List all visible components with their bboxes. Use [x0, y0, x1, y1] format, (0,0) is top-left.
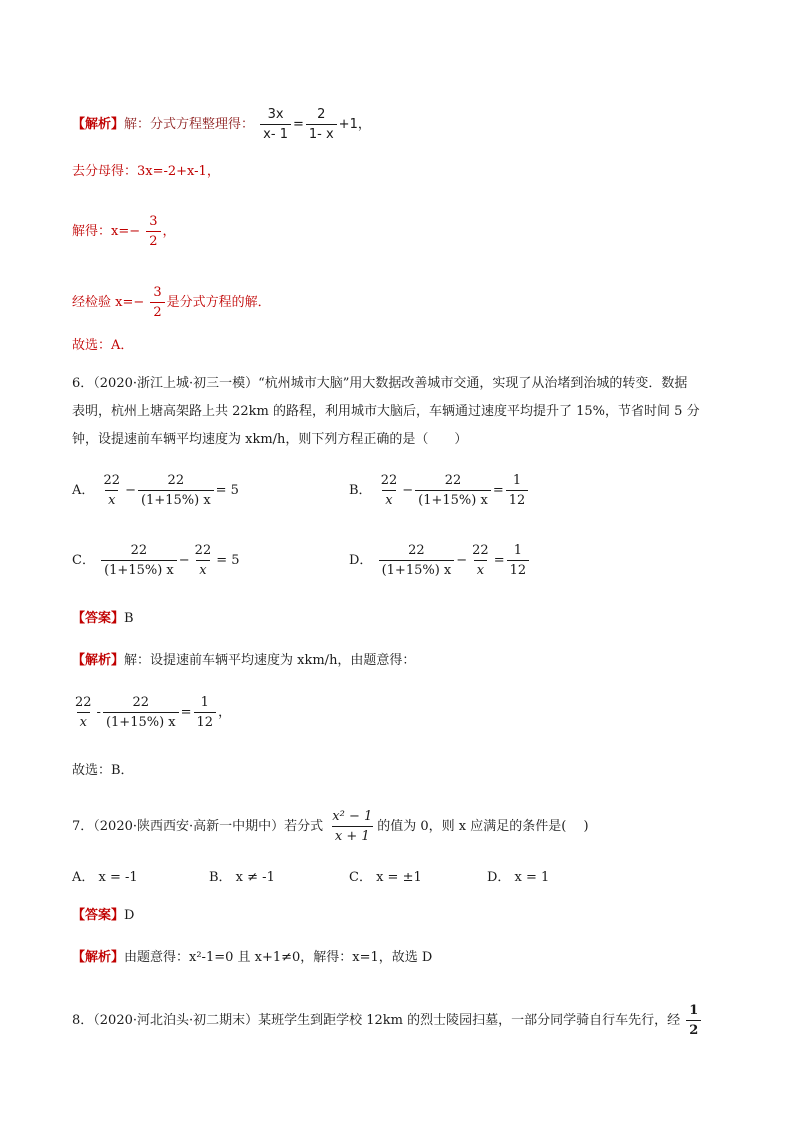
- q6-analysis: 【解析】解：设提速前车辆平均速度为 xkm/h，由题意得：: [72, 653, 416, 668]
- q6-choice: 故选：B．: [72, 763, 134, 778]
- q7-option-d: D． x = 1: [487, 870, 550, 885]
- analysis-tag: 【解析】: [72, 117, 125, 132]
- q6-option-a: A． $\frac{22}{x}$ − $\frac{22}{(1+15\%) x}$ = 5: [72, 473, 239, 508]
- q7-answer: 【答案】D: [72, 908, 135, 923]
- q7-stem: 7．（2020·陕西西安·高新一中期中）若分式 $\frac{\text{x² − 1}}{x + 1}$ 的值为 0，则 x 应满足的条件是( ): [72, 809, 589, 844]
- solution-text: 解：分式方程整理得：: [124, 117, 255, 132]
- q5-solution-step4: 经检验 x=− $\frac{3}{2}$ 是分式方程的解．: [72, 285, 271, 320]
- q5-solution-step3: 解得：x=− $\frac{3}{2}$ ，: [72, 214, 176, 249]
- q5-solution-step2: 去分母得：3x=-2+x-1，: [72, 164, 220, 179]
- q6-option-c: C． $\frac{22}{(1+15\%) x}$ − $\frac{22}{x}$ = 5: [72, 543, 240, 578]
- q6-equation: $\frac{22}{x}$ - $\frac{22}{(1+15\%) x}$ = $\frac{1}{12}$ ，: [75, 695, 232, 730]
- fraction-3x-over-x-1: $\frac{3x}{x- 1}$: [260, 106, 291, 143]
- q6-stem-line1: 6．（2020·浙江上城·初三一模）“杭州城市大脑”用大数据改善城市交通，实现了从治堵到治城的转变．数据: [72, 376, 688, 391]
- q7-option-a: A． x = -1: [72, 870, 138, 885]
- q6-option-d: D． $\frac{22}{(1+15\%) x}$ − $\frac{22}{x}$ = $\frac{1}{12}$: [349, 542, 531, 579]
- q8-stem: 8．（2020·河北泊头·初二期末）某班学生到距学校 12km 的烈士陵园扫墓，一部分同学骑自行车先行，经 $\frac{1}{2}$: [72, 1002, 703, 1039]
- fraction-1-over-2: $\frac{1}{2}$: [686, 1002, 701, 1039]
- q6-option-b: B． $\frac{22}{x}$ − $\frac{22}{(1+15\%) x}$ = $\frac{1}{12}$: [349, 472, 530, 509]
- q6-answer: 【答案】B: [72, 611, 134, 626]
- q6-stem-line3: 钟，设提速前车辆平均速度为 xkm/h，则下列方程正确的是（ ）: [72, 432, 468, 447]
- q5-choice: 故选：A．: [72, 338, 134, 353]
- fraction-3-over-2: $\frac{3}{2}$: [150, 284, 164, 321]
- fraction-3-over-2: $\frac{3}{2}$: [146, 213, 160, 250]
- q6-stem-line2: 表明，杭州上塘高架路上共 22km 的路程，利用城市大脑后，车辆通过速度平均提升了 15%，节省时间 5 分: [72, 404, 700, 419]
- fraction-2-over-1-x: $\frac{2}{1- x}$: [306, 106, 337, 143]
- q7-option-b: B． x ≠ -1: [209, 870, 275, 885]
- q5-solution-line1: 【解析】解：分式方程整理得： $\frac{3x}{x- 1}$ = $\frac{2}{1- x}$ +1，: [72, 107, 371, 142]
- q7-analysis: 【解析】由题意得：x²-1=0 且 x+1≠0，解得：x=1，故选 D: [72, 950, 433, 965]
- fraction-x2-1-over-x-1: $\frac{\text{x² − 1}}{x + 1}$: [332, 809, 373, 844]
- q7-option-c: C． x = ±1: [349, 870, 422, 885]
